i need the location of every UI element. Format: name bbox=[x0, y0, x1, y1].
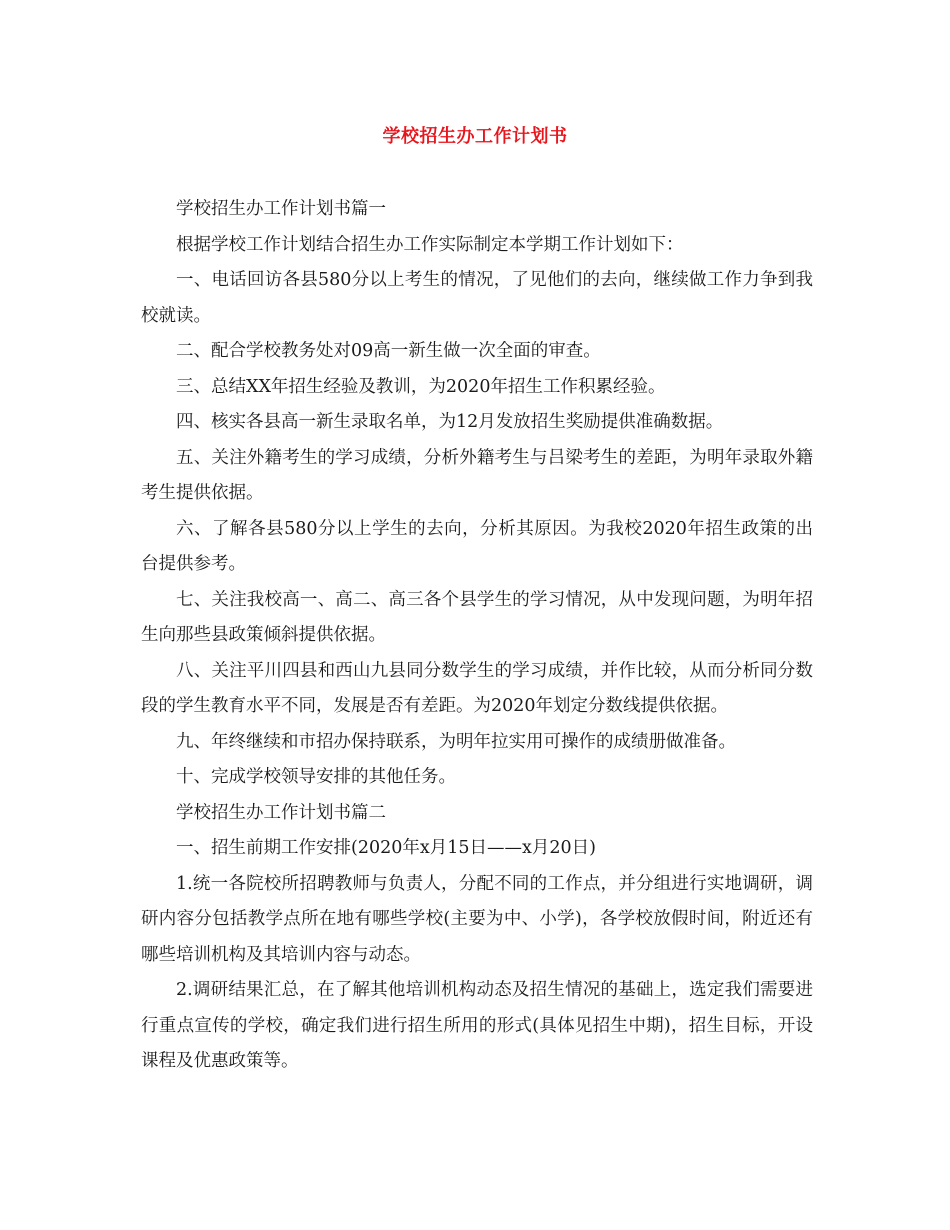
paragraph-item-7: 七、关注我校高一、高二、高三各个县学生的学习情况，从中发现问题，为明年招生向那些县政策倾斜提供依据。 bbox=[141, 589, 813, 645]
paragraph-intro: 根据学校工作计划结合招生办工作实际制定本学期工作计划如下： bbox=[176, 234, 684, 255]
paragraph-item-4: 四、核实各县高一新生录取名单，为12月发放招生奖励提供准确数据。 bbox=[176, 412, 724, 432]
paragraph-section-two-heading: 学校招生办工作计划书篇二 bbox=[176, 802, 386, 823]
paragraph-step-2: 2.调研结果汇总，在了解其他培训机构动态及招生情况的基础上，选定我们需要进行重点宣传的学校，确定我们进行招生所用的形式(具体见招生中期)，招生目标，开设课程及优惠政策等。 bbox=[141, 980, 813, 1071]
paragraph-item-3: 三、总结XX年招生经验及教训，为2020年招生工作积累经验。 bbox=[176, 376, 666, 397]
paragraph-item-6: 六、了解各县580分以上学生的去向，分析其原因。为我校2020年招生政策的出台提供参考。 bbox=[141, 518, 813, 574]
paragraph-item-2: 二、配合学校教务处对09高一新生做一次全面的审查。 bbox=[176, 341, 601, 361]
paragraph-item-1: 一、电话回访各县580分以上考生的情况，了见他们的去向，继续做工作力争到我校就读。 bbox=[141, 270, 813, 326]
paragraph-section-one-heading: 学校招生办工作计划书篇一 bbox=[176, 199, 386, 219]
paragraph-item-9: 九、年终继续和市招办保持联系，为明年拉实用可操作的成绩册做准备。 bbox=[176, 731, 736, 752]
paragraph-phase-one: 一、招生前期工作安排(2020年x月15日——x月20日) bbox=[176, 838, 596, 858]
paragraph-item-8: 八、关注平川四县和西山九县同分数学生的学习成绩，并作比较，从而分析同分数段的学生教育水平不同，发展是否有差距。为2020年划定分数线提供依据。 bbox=[141, 660, 813, 716]
paragraph-item-10: 十、完成学校领导安排的其他任务。 bbox=[176, 767, 456, 787]
document-title: 学校招生办工作计划书 bbox=[382, 126, 568, 147]
paragraph-item-5: 五、关注外籍考生的学习成绩，分析外籍考生与吕梁考生的差距，为明年录取外籍考生提供依据。 bbox=[141, 447, 813, 503]
document-body bbox=[141, 192, 813, 1080]
paragraph-step-1: 1.统一各院校所招聘教师与负责人，分配不同的工作点，并分组进行实地调研，调研内容分包括教学点所在地有哪些学校(主要为中、小学)，各学校放假时间，附近还有哪些培训机构及其培训内容与动态。 bbox=[141, 873, 813, 965]
